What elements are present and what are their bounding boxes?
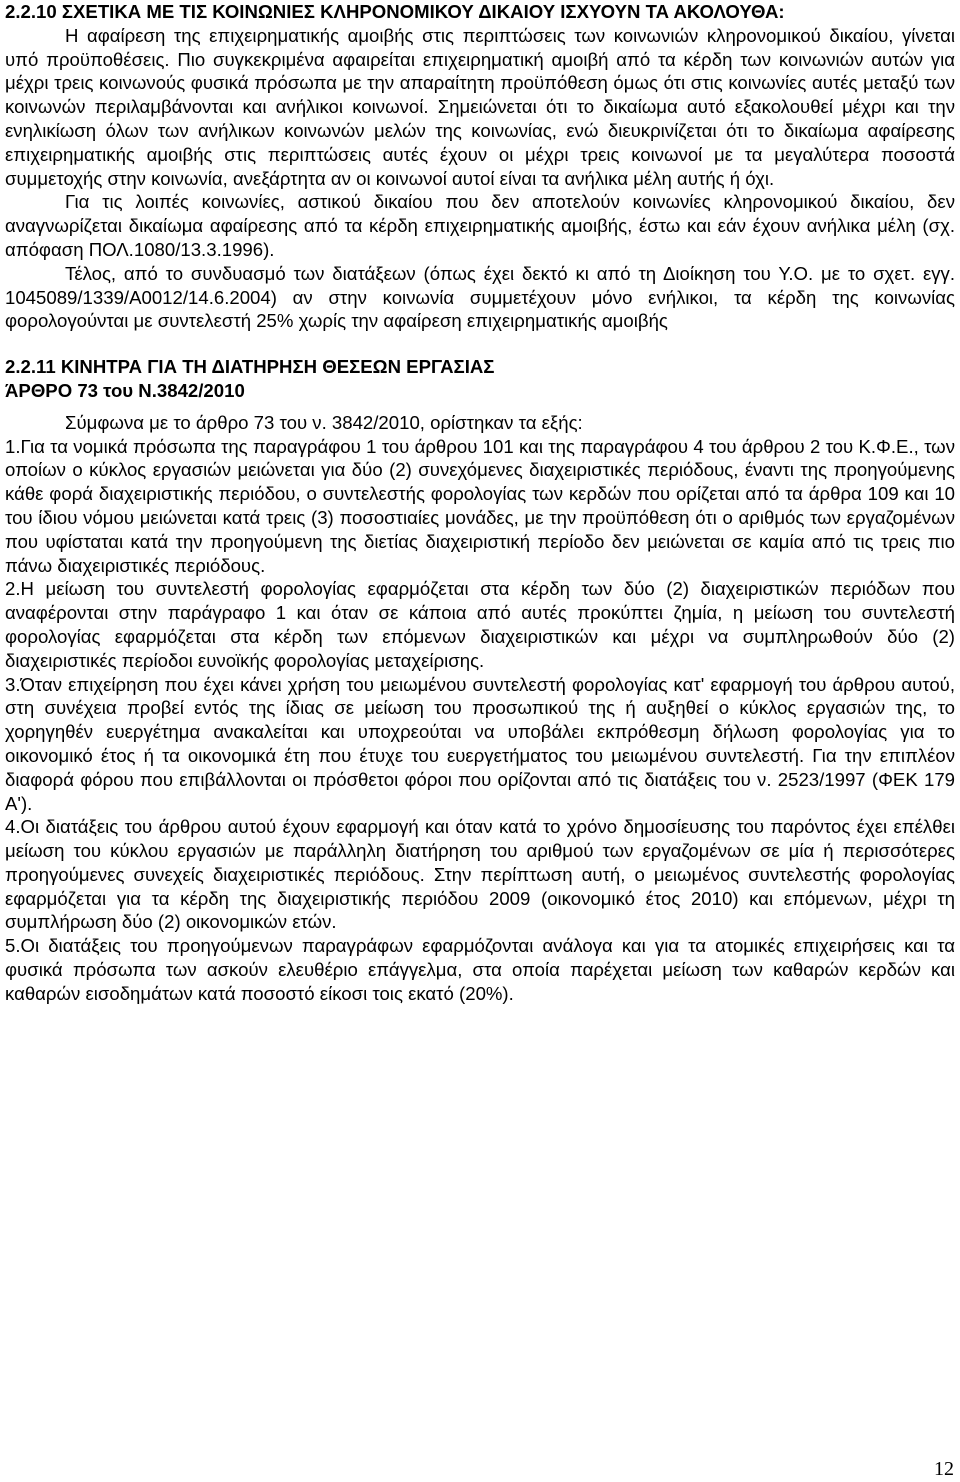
- article-subheading: ΆΡΘΡΟ 73 του Ν.3842/2010: [5, 379, 245, 401]
- section-heading-2-2-10: 2.2.10 ΣΧΕΤΙΚΑ ΜΕ ΤΙΣ ΚΟΙΝΩΝΙΕΣ ΚΛΗΡΟΝΟΜΙΚΟΥ ΔΙΚΑΙΟΥ ΙΣΧΥΟΥΝ ΤΑ ΑΚΟΛΟΥΘΑ:: [5, 1, 785, 22]
- document-page: [5, 0, 955, 1006]
- list-item: 3.Όταν επιχείρηση που έχει κάνει χρήση του μειωμένου συντελεστή φορολογίας κατ' εφαρμογή του άρθρου αυτού, στη συνέχεια προβεί εντός της ίδιας σε μείωση του προσωπικού της ή αυξηθεί ο κύκλος εργασιών της, το χορηγηθέν ευεργέτημα ανακαλείται και υποχρεούται να υποβάλει εκπρόθεσμη δήλωση φορολογίας για το οικονομικό έτος ή τα οικονομικά έτη που έτυχε του ευεργετήματος του μειωμένου συντελεστή. Για την επιπλέον διαφορά φόρου που επιβάλλονται οι πρόσθετοι φόροι που ορίζονται από τις διατάξεις του ν. 2523/1997 (ΦΕΚ 179 Α').: [5, 673, 955, 814]
- section-heading-2-2-11: 2.2.11 ΚΙΝΗΤΡΑ ΓΙΑ ΤΗ ΔΙΑΤΗΡΗΣΗ ΘΕΣΕΩΝ ΕΡΓΑΣΙΑΣ: [5, 356, 495, 378]
- list-item: 1.Για τα νομικά πρόσωπα της παραγράφου 1 του άρθρου 101 και της παραγράφου 4 του άρθρου 2 του Κ.Φ.Ε., των οποίων ο κύκλος εργασιών μειώνεται για δύο (2) συνεχόμενες διαχειριστικές περιόδους, έναντι της προηγούμενης κάθε φορά διαχειριστικής περιόδου, ο συντελεστής φορολογίας των κερδών που ορίζεται από τα άρθρα 109 και 10 του ίδιου νόμου μειώνεται κατά τρεις (3) ποσοστιαίες μονάδες, με την προϋπόθεση ότι ο αριθμός των εργαζομένων που υφίσταται κατά την προηγούμενη της διετίας διαχειριστική περίοδο δεν μειώνεται σε καμία από τις τρεις πιο πάνω διαχειριστικές περιόδους.: [5, 435, 955, 576]
- paragraph: Τέλος, από το συνδυασμό των διατάξεων (όπως έχει δεκτό κι από τη Διοίκηση του Υ.Ο. με το σχετ. εγγ. 1045089/1339/Α0012/14.6.2004) αν στην κοινωνία συμμετέχουν μόνο ενήλικοι, τα κέρδη της κοινωνίας φορολογούνται με συντελεστή 25% χωρίς την αφαίρεση επιχειρηματικής αμοιβής: [5, 262, 955, 332]
- list-item: 4.Οι διατάξεις του άρθρου αυτού έχουν εφαρμογή και όταν κατά το χρόνο δημοσίευσης του παρόντος έχει επέλθει μείωση του κύκλου εργασιών με παράλληλη διατήρηση του αριθμού των εργαζομένων σε μία ή περισσότερες προηγούμενες συνεχείς διαχειριστικές περιόδους. Στην περίπτωση αυτή, ο μειωμένος συντελεστής φορολογίας εφαρμόζεται για τα κέρδη της διαχειριστικής περιόδου 2009 (οικονομικό έτος 2010) και επόμενων, μέχρι τη συμπλήρωση δύο (2) οικονομικών ετών.: [5, 816, 955, 933]
- paragraph: Η αφαίρεση της επιχειρηματικής αμοιβής στις περιπτώσεις των κοινωνιών κληρονομικού δικαίου, γίνεται υπό προϋποθέσεις. Πιο συγκεκριμένα αφαιρείται επιχειρηματική αμοιβή από τα κέρδη των κοινωνιών αυτών για μέχρι τρεις κοινωνούς φυσικά πρόσωπα με την απαραίτητη προϋπόθεση όμως ότι στις κοινωνίες αυτές μεταξύ των κοινωνών περιλαμβάνονται και ανήλικοι κοινωνοί. Σημειώνεται ότι το δικαίωμα αυτό εξακολουθεί μέχρι και την ενηλικίωση όλων των ανήλικων κοινωνών μελών της κοινωνίας, ενώ διευκρινίζεται ότι το δικαίωμα αφαίρεσης επιχειρηματικής αμοιβής στις περιπτώσεις αυτές έχουν οι μέχρι τρεις κοινωνοί με τα μεγαλύτερα ποσοστά συμμετοχής στην κοινωνία, ανεξάρτητα αν οι κοινωνοί αυτοί είναι τα ανήλικα μέλη αυτής ή όχι.: [5, 24, 955, 189]
- intro-paragraph: Σύμφωνα με το άρθρο 73 του ν. 3842/2010, ορίστηκαν τα εξής:: [65, 411, 583, 433]
- page-number: 12: [934, 1458, 954, 1480]
- list-item: 2.Η μείωση του συντελεστή φορολογίας εφαρμόζεται στα κέρδη των δύο (2) διαχειριστικών περιόδων που αναφέρονται στην παράγραφο 1 και όταν σε κάποια από αυτές προκύπτει ζημία, η μείωση του συντελεστή φορολογίας εφαρμόζεται στα κέρδη των επόμενων διαχειριστικών και μέχρι να συμπληρωθούν δύο (2) διαχειριστικές περίοδοι ευνοϊκής φορολογίας μεταχείρισης.: [5, 578, 955, 671]
- list-item: 5.Οι διατάξεις του προηγούμενων παραγράφων εφαρμόζονται ανάλογα και για τα ατομικές επιχειρήσεις και τα φυσικά πρόσωπα των ασκούν ελευθέριο επάγγελμα, στα οποία παρέχεται μείωση των καθαρών κερδών και καθαρών εισοδημάτων κατά ποσοστό είκοσι τοις εκατό (20%).: [5, 935, 955, 1004]
- paragraph: Για τις λοιπές κοινωνίες, αστικού δικαίου που δεν αποτελούν κοινωνίες κληρονομικού δικαίου, δεν αναγνωρίζεται δικαίωμα αφαίρεσης από τα κέρδη επιχειρηματικής αμοιβής, έστω και εάν έχουν ανήλικα μέλη (σχ. απόφαση ΠΟΛ.1080/13.3.1996).: [5, 191, 955, 260]
